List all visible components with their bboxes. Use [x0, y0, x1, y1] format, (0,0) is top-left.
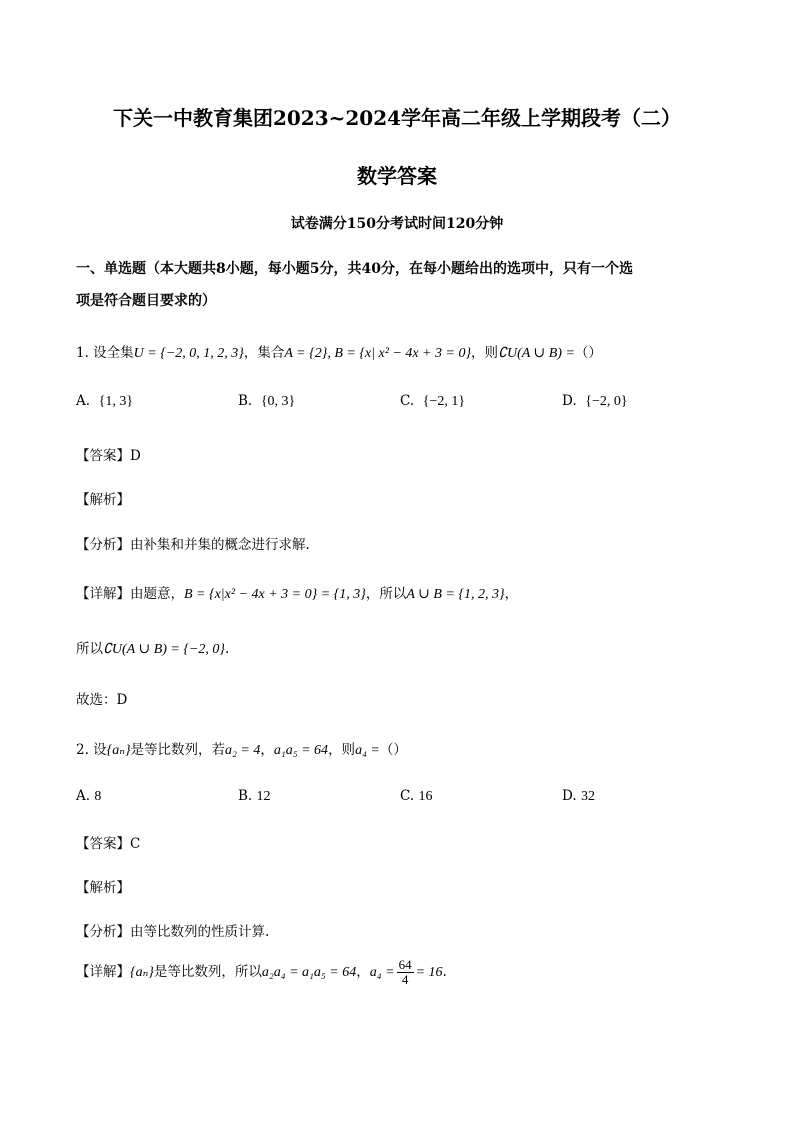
exam-meta: 试卷满分150分考试时间120分钟: [290, 216, 504, 232]
q1-sets-ab: A = {2}, B = {x| x² − 4x + 3 = 0}: [284, 346, 472, 361]
q2-option-c: C. 16: [400, 788, 433, 804]
q2-analysis-label: 【解析】: [76, 880, 130, 896]
section-heading-line2: 项是符合题目要求的）: [76, 293, 216, 309]
q2-answer: 【答案】C: [76, 836, 141, 852]
q1-target-expr: ∁U(A ∪ B) =: [498, 346, 575, 361]
q1-choice: 故选：D: [76, 692, 128, 708]
q1-answer: 【答案】D: [76, 448, 141, 464]
q1-stem: 1. 设全集U = {−2, 0, 1, 2, 3}，集合A = {2}, B = {x| x² − 4x + 3 = 0}，则∁U(A ∪ B) =（）: [76, 345, 602, 361]
q2-detail: 【详解】{aₙ}是等比数列，所以a₂a₄ = a₁a₅ = 64，a₄ = $\frac{64}{4}$ = 16.: [76, 957, 447, 987]
q2-option-b: B. 12: [238, 788, 271, 804]
section-heading-line1: 一、单选题（本大题共8小题，每小题5分，共40分，在每小题给出的选项中，只有一个选: [76, 261, 633, 277]
q2-option-d: D. 32: [562, 788, 595, 804]
page-subtitle: 数学答案: [357, 164, 437, 188]
page-title: 下关一中教育集团2023~2024学年高二年级上学期段考（二）: [112, 106, 682, 130]
q1-fenxi: 【分析】由补集和并集的概念进行求解.: [76, 537, 310, 553]
q1-option-c: C. {−2, 1}: [400, 393, 466, 409]
q1-detail-line1: 【详解】由题意，B = {x|x² − 4x + 3 = 0} = {1, 3}，所以A ∪ B = {1, 2, 3}，: [76, 586, 519, 602]
q2-option-a: A. 8: [76, 788, 102, 804]
q2-fraction: $\frac{64}{4}$: [398, 957, 412, 987]
q1-option-a: A. {1, 3}: [76, 393, 134, 409]
q2-fenxi: 【分析】由等比数列的性质计算.: [76, 924, 270, 940]
q1-universal-set: U = {−2, 0, 1, 2, 3}: [133, 346, 244, 361]
q1-detail-line2: 所以∁U(A ∪ B) = {−2, 0}.: [76, 641, 230, 657]
q1-option-d: D. {−2, 0}: [562, 393, 628, 409]
q1-option-b: B. {0, 3}: [238, 393, 296, 409]
q2-stem: 2. 设{aₙ}是等比数列，若a₂ = 4，a₁a₅ = 64，则a₄ =（）: [76, 742, 407, 758]
q1-analysis-label: 【解析】: [76, 492, 130, 508]
